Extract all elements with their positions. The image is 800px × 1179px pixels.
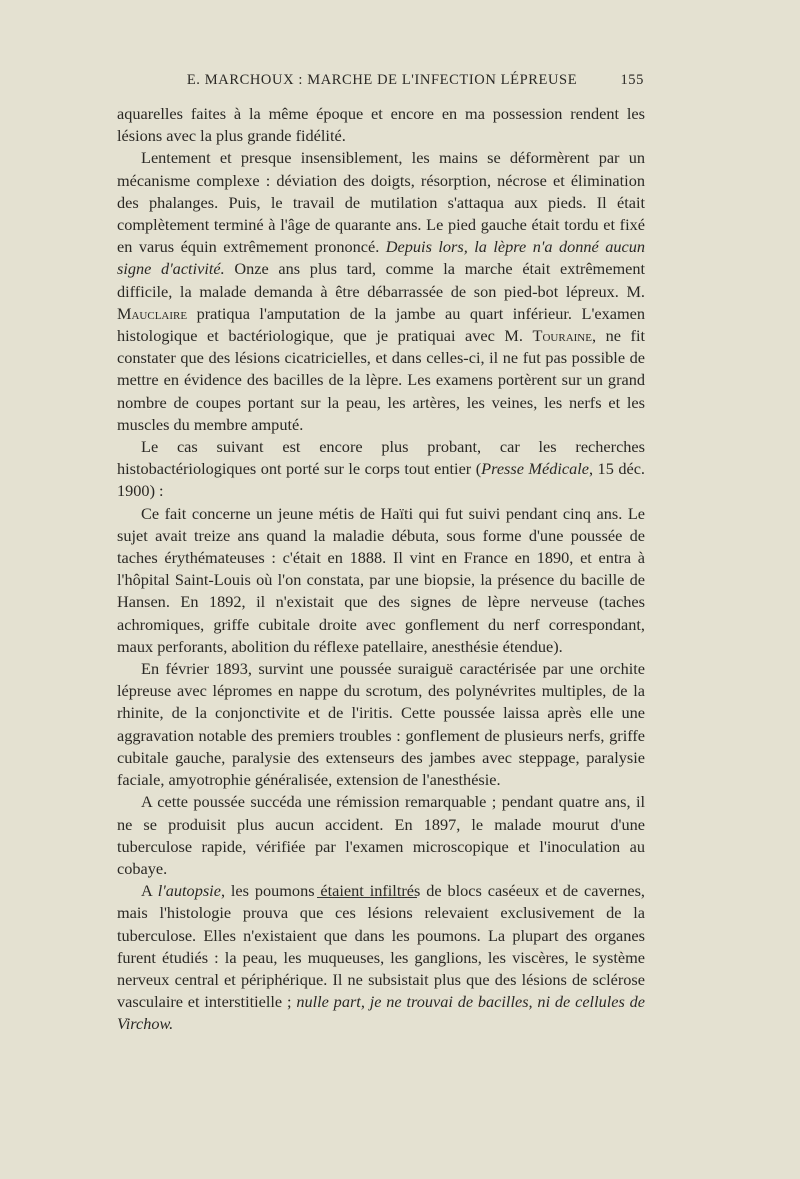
paragraph <box>117 436 645 503</box>
running-header <box>120 72 644 89</box>
paragraph <box>117 880 645 1035</box>
text-run: A <box>141 881 158 901</box>
text-run: Ce fait concerne un jeune métis de Haïti qui fut suivi pendant cinq ans. Le sujet avait treize ans quand la maladie débuta, sous forme d'une poussée de taches érythémateuses : c'était en 1888. Il vint en France en 1890, et entra à l'hôpital Saint-Louis où l'on constata, par une biopsie, la présence du bacille de Hansen. En 1892, il n'existait que des signes de lèpre nerveuse (taches achromiques, griffe cubitale droite avec gonflement du nerf correspondant, maux perforants, abolition du réflexe patellaire, anesthésie étendue). <box>117 503 645 656</box>
text-run: aquarelles faites à la même époque et encore en ma possession rendent les lésions avec la plus grande fidélité. <box>117 104 645 146</box>
text-run: A cette poussée succéda une rémission remarquable ; pendant quatre ans, il ne se produisit plus aucun accident. En 1897, le malade mourut d'une tuberculose rapide, vérifiée par l'examen microscopique et l'inoculation au cobaye. <box>117 792 645 878</box>
paragraph <box>117 103 645 147</box>
italic-text: nulle part, je ne trouvai de bacilles, ni de cellules de Virchow. <box>117 992 646 1034</box>
author-name: Mauclaire <box>117 303 188 323</box>
text-run: , les poumons étaient infiltrés de blocs caséeux et de cavernes, mais l'histologie prouva que ces lésions relevaient exclusivement de la tuberculose. Elles n'existaient que dans les poumons. La plupart des organes furent étudiés : la peau, les muqueuses, les ganglions, les viscères, le système nerveux central et périphérique. Il ne subsistait plus que des lésions de sclérose vasculaire et interstitielle ; <box>117 881 646 1012</box>
text-run: En février 1893, survint une poussée suraiguë caractérisée par une orchite lépreuse avec lépromes en nappe du scrotum, des polynévrites multiples, de la rhinite, de la conjonctivite et de l'iritis. Cette poussée laissa après elle une aggravation notable des premiers troubles : gonflement de plusieurs nerfs, griffe cubitale gauche, paralysie des extenseurs des jambes avec steppage, paralysie faciale, amyotrophie généralisée, extension de l'anesthésie. <box>117 659 645 790</box>
text-run: Le cas suivant est encore plus probant, car les recherches histobactériologiques ont porté sur le corps tout entier ( <box>117 437 645 479</box>
italic-text: Presse Médicale <box>481 459 589 479</box>
italic-text: Depuis lors, la lèpre n'a donné aucun signe d'activité. <box>117 237 645 279</box>
paragraph <box>117 791 645 880</box>
page-number: 155 <box>620 72 644 88</box>
paragraph <box>117 503 645 658</box>
text-run: Lentement et presque insensiblement, les mains se déformèrent par un mécanisme complexe : déviation des doigts, résorption, nécrose et élimination des phalanges. Puis, le travail de mutilation s'attaqua aux pieds. Il était complètement terminé à l'âge de quarante ans. Le pied gauche était tordu et fixé en varus équin extrêmement prononcé. <box>117 148 645 257</box>
text-run: , ne fit constater que des lésions cicatricielles, et dans celles-ci, il ne fut pas possible de mettre en évidence des bacilles de la lèpre. Les examens portèrent sur un grand nombre de coupes portant sur la peau, les artères, les veines, les nerfs et les muscles du membre amputé. <box>117 326 646 434</box>
end-rule <box>317 897 417 898</box>
paragraph <box>117 658 645 791</box>
running-title: E. MARCHOUX : MARCHE DE L'INFECTION LÉPREUSE <box>186 72 578 88</box>
paragraph <box>117 147 645 436</box>
author-name: Touraine <box>532 326 592 346</box>
text-run: pratiqua l'amputation de la jambe au quart inférieur. L'examen histologique et bactériologique, que je pratiquai avec M. <box>117 303 645 346</box>
text-run: Onze ans plus tard, comme la marche était extrêmement difficile, la malade demanda à être débarrassée de son pied-bot lépreux. M. <box>117 259 646 301</box>
text-run: , 15 déc. 1900) : <box>117 459 645 501</box>
body-text <box>117 103 645 1036</box>
italic-text: l'autopsie <box>157 881 221 901</box>
